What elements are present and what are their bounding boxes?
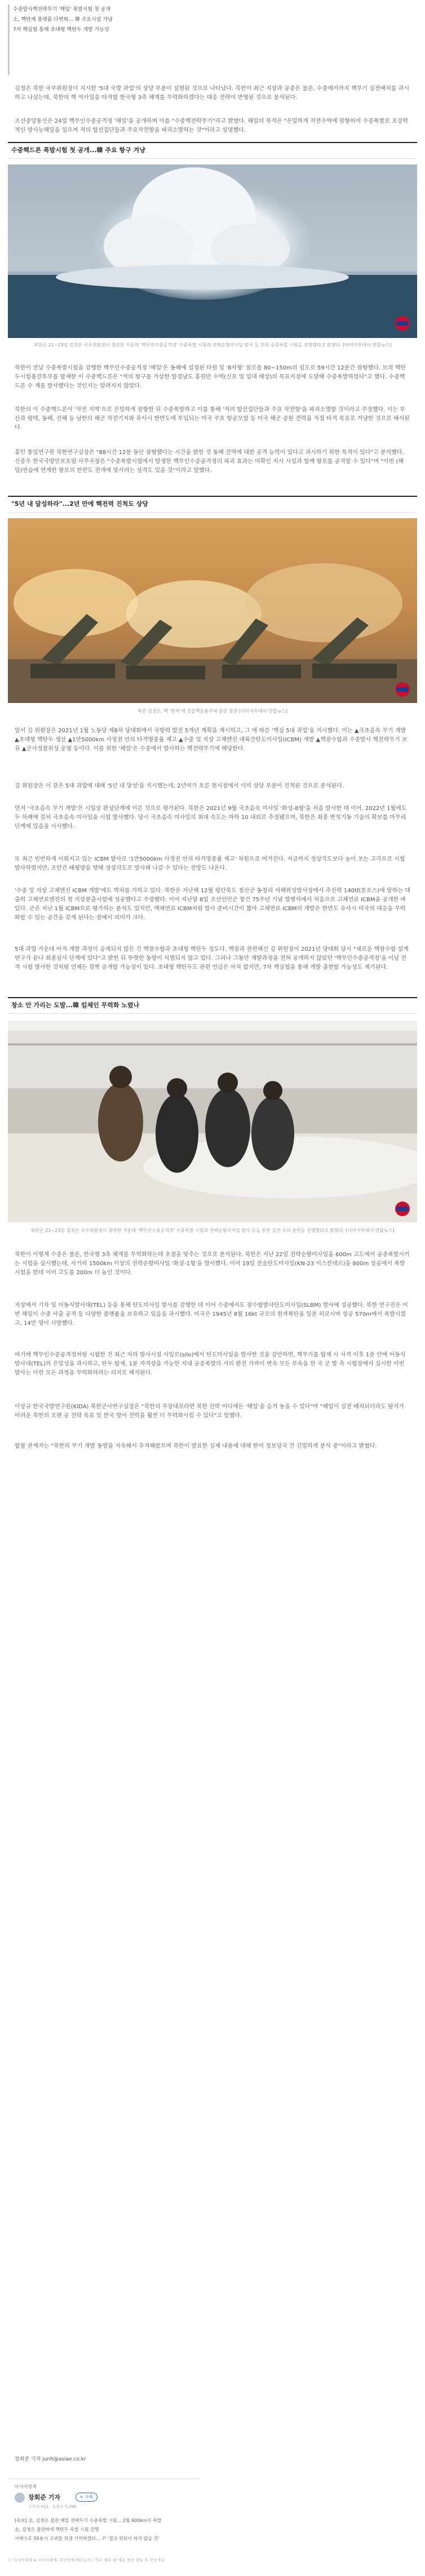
article-paragraph: 북한이 이렇게 수중은 물론, 한국형 3축 체계를 무력화하는데 초점을 맞추는 것으로 분석된다. 북한은 지난 22일 전략순항미사일을 600m 고도에서 공중폭발시키는 시험을 실시했는데, 사거리 1500km 이상의 전략순항미사일 '화살-1형'을 발사했다. 이어 19일 전술탄도미사일(KN-23 이스칸데르)을 800m 상공에서 폭발시험을 한데 이어 고도를 200m 더 높인 것이다. — [15, 1252, 410, 1276]
article-photo-explosion — [8, 164, 417, 338]
missile-launch-image — [8, 518, 417, 703]
article-paragraph: 또 최근 빈번하게 이뤄지고 있는 ICBM 발사로 '1만5000km 사정권 안의 타격명중률 제고' 차원으로 여겨진다. 지금까지 정상각도보다 높이 쏘는 고각으로 시험 발사하였지만, 조만간 태평양을 향해 정상각도로 발사해 나갈 수 있다는 전망도 나온다. — [15, 856, 405, 871]
reporter-article-link[interactable]: 서해수호 55용사 고귀한 희생 기억하겠다... 尹 '결코 헛되이 하지 않을 것' — [15, 2536, 160, 2541]
article-paragraph: 여기에 핵무인수중공격정처럼 시험한 건 최근 지하 발사시설 사일로(silo)에서 탄도미사일을 발사한 것을 감안하면, 핵무기를 탑재 시 사격 이후 1분 안에 이동식 발사대(TEL)의 은밀성을 과시하고, 탄두 탑재, 1분 자격상을 가능한 지대 공중폭발의 거의 완전 가까이 연속 모든 부속을 한 국 군 발 측 시험장에서 실시한 이번 발사는 이런 모든 과정을 무력화하려는 의지로 해석된다. — [15, 1352, 406, 1376]
weapon-inspection-image — [8, 1021, 417, 1222]
reporter-avatar — [15, 2493, 25, 2503]
article-paragraph: 먼저 '극초음속 무기 개발'은 시일상 완성단계에 이른 것으로 평가된다. 북한은 2021년 9월 극초음속 미사일 '화성-8형'을 처음 발사한 데 이어, 2022년 1월에도 두 차례에 걸쳐 극초음속 미사일을 시험 발사했다. 당시 극초음속 미사일의 최대 속도는 마하 10 내외로 추정됐으며, 북한은 최종 변칙기동 기술의 확보를 마무리 단계에 있음을 시사했다. — [15, 806, 407, 830]
article-paragraph: 김 위원장은 이 같은 5대 과업에 대해 '5년 내 달성'을 지시했는데, 2년여가 흐른 현시점에서 이미 상당 부분이 진척된 것으로 분석된다. — [15, 783, 344, 789]
photo-caption: 북한은 21~23일 김정은 국무위원장이 참관한 가운데 '핵무인수중공격정' 수중폭발 시험과 전략순항미사일 발사 등을 통한 실전 모의 훈련을 진행했다고 밝혔다. [이미지투데이·연합뉴스] — [30, 1228, 395, 1233]
reporter-outlet: 아시아경제 — [15, 2484, 37, 2489]
article-paragraph: 5대 과업 가운데 아직 개발 과정이 공개되지 않은 건 핵잠수함과 초대형 핵탄두 정도다. 핵잠과 관련해선 김 위원장이 2021년 당대회 당시 "새로운 핵잠수함 설계연구가 끝나 최종심사 단계에 있다"고 밝힌 뒤 뚜렷한 동향이 식별되지 않고 있다. 그러나 그동안 개발과정을 전혀 공개하지 않았던 '핵무인수중공격정'을 이날 전격 시험 발사한 것처럼 언제든 깜짝 공개할 가능성이 있다. 초대형 핵탄두도 관련 언급은 아직 없지만, 7차 핵실험을 통해 개발 출현할 가능성도 제기된다. — [15, 946, 409, 971]
reporter-article-link[interactable]: [속보] 北, 김정은 참관 해일 전략무기 수중폭발 시험... 2월 600km서 폭발 — [15, 2518, 162, 2523]
copyright-notice: ⓒ 아시아경제 & 아시아경제, 무단전재 배포금지 / 자료 제공 및 대표 정보 검토 후 전송자료 — [8, 2558, 165, 2562]
article-paragraph: 북한의 이 수중핵드론이 '작전 지역'으로 은밀하게 잠항한 뒤 수중폭발하고 이를 통해 '적의 함선집단들과 주요 작전항'을 파괴소멸할 것이라고 주장했다. 이는 부산과 평택, 동해, 진해 등 남한의 해군 작전기지와 유사시 한반도에 투입되는 미국 주요 항공모함 등 미국 해군 증원 전력을 직접 타격 목표로 겨냥한 것으로 해석된다. — [15, 407, 410, 431]
subscribe-button[interactable]: + 구독 — [76, 2493, 98, 2502]
article-byline: 장회준 기자 junh@asiae.co.kr — [15, 2457, 86, 2462]
section-heading: "5년 내 달성하라"...2년 만에 핵전력 진척도 상당 — [8, 496, 417, 513]
photo-caption: 북한은 21~23일 김정은 국무위원장이 참관한 가운데 '핵무인수중공격정' 수중폭발 시험과 전략순항미사일 발사 등 모의 공중폭발 시험을 진행했다고 밝혔다. [이미지투데이·연합뉴스] — [33, 342, 392, 348]
article-photo-inspection — [8, 1021, 417, 1222]
article-paragraph: 앞서 김 위원장은 2021년 1월 노동당 제8차 당대회에서 국방력 발전 5개년 계획을 제시하고, 그 에 따른 '핵심 5대 과업'을 지시했다. 이는 ▲극초음속 무기 개발 ▲초대형 핵탄두 생산 ▲1만5000km 사정권 안의 타격명중률 제고 ▲수중 및 지상 고체엔진 대륙간탄도미사일(ICBM) 개발 ▲핵잠수함과 수중발사 핵전략무기 보유 ▲군사정찰위성 운영 등이다. 이를 위한 '해일'은 수중에서 발사하는 핵전략무기에 해당한다. — [15, 728, 408, 752]
summary-line: 수중발사핵전략무기 '해일' 폭발시험 첫 공개 — [13, 7, 110, 12]
reporter-article-link[interactable]: 北, 김정은 참관하에 핵탄두 폭발 시험 진행 — [15, 2527, 99, 2532]
article-paragraph: 지상에서 기차 및 이동식발사대(TEL) 등을 통해 탄도미사일 발사를 감행한 데 이어 수중에서도 잠수함발사탄도미사일(SLBM) 발사에 성공했다. 북한 연구진은 이번 해일이 수중 사출 공격 등 다양한 플랫폼을 보유하고 있음을 과시했다. 미국은 1945년 8월 16kt 규모의 원자폭탄을 일본 히로시마 상공 570m에서 폭발시켰고, 14만 명이 사망했다. — [15, 1302, 408, 1327]
summary-line: 소, 핵탄재 플랫폼 다변화... 韓 주요시설 겨냥 — [13, 17, 113, 23]
article-paragraph: 북한이 전날 수중폭발시험을 감행한 핵무인수중공격정 '해일'은 동해에 설정된 타원 및 '8자형' 침로를 80~150m의 심도로 59시간 12분간 잠항했다. 모의 핵탄두시험용전투부를 탑재한 이 수중핵드론은 "적의 항구를 가상한 함경남도 홍원만 수역(신포 및 일대 해상)의 목표지점에 도달해 수중폭발하였다"고 했다. 수중핵드론 수 개를 발사했다는 것인지는 알려지지 않았다. — [15, 365, 406, 389]
article-paragraph: '수중 및 지상 고체엔진 ICBM 개발'에도 박차를 가하고 있다. 북한은 지난해 12월 평안북도 철산군 동창리 서해위성발사장에서 추진력 140tf(톤포스)에 달하는 대출력 고체연료엔진의 첫 지상분출시험에 성공했다고 주장했다. 이어 지난달 8일 조선인민군 창건 75주년 기념 열병식에서 처음으로 고체연료 ICBM을 공개한 바 있다. 군은 지난 1월 ICBM으로 평가하는 분석도 있지만, 액체연료 ICBM처럼 발사 준비시간이 짧아 고체연료 ICBM의 개발은 한반도 유사시 미국의 대응을 무력화할 수 있는 공간을 갖게 된다는 점에서 의미가 크다. — [15, 888, 410, 921]
article-paragraph: 김정은 북한 국무위원장이 지시한 '5대 국방 과업'의 상당 부분이 실현된 것으로 나타났다. 북한이 최근 지상과 공중은 물론, 수중에서까지 핵무기 실전배치를 과시하고 나섰는데, 북한의 핵 억사일을 타격할 한국형 3축 체계를 무력화하겠다는 대응 전략이 반영된 것으로 분석된다. — [15, 86, 410, 101]
reporter-name[interactable]: 장회준 기자 — [28, 2494, 60, 2501]
reporter-article-list — [15, 2516, 161, 2543]
article-paragraph: 합참 관계자는 "북한의 무기 개발 동향을 지속해서 추적해왔으며 북한이 발표한 실제 내용에 대해 한미 정보당국 간 긴밀하게 분석 중"이라고 밝혔다. — [15, 1443, 377, 1449]
sea-explosion-image — [8, 164, 417, 338]
article-paragraph: 조선중앙통신은 24일 핵무인수중공격정 '해일'을 공개하며 이를 "수중핵전략무기"라고 밝혔다. 해일의 목적은 "은밀하게 작전수역에 잠항하여 수중폭발로 초강력적인 방사능해일을 일으켜 적의 함선집단들과 주요작전항을 파괴소멸하는 것"이라고 설명했다. — [15, 118, 408, 134]
article-paragraph: 이상규 한국국방연구원(KIDA) 북한군사연구실장은 "북한의 주장대로라면 북한 선박 어디에든 '해일'을 숨겨 놓을 수 있다"며 "해일이 실전 배치되더라도 탐지가 어려운 북한의 오랜 공 전략 목표 및 한국 방어 전력을 훨씬 더 무력화시킬 수 있다"고 말했다. — [15, 1404, 405, 1419]
reporter-card — [8, 2479, 200, 2552]
reporter-stats: 구독자 413 · 응원수 5,398 — [28, 2504, 77, 2509]
section-heading: 창소 안 가리는 도발...韓 킬체인 무력화 노렸나 — [8, 997, 417, 1014]
section-heading: 수중핵드론 폭발시험 첫 공개...韓 주요 항구 겨냥 — [8, 142, 417, 159]
article-paragraph: 홍민 통일연구원 북한연구실장은 "88시간 12분 동안 잠항했다는 시간을 밝힌 것 동해 전역에 대한 공격 능력이 있다고 과시하기 위한 목적이 있다"고 분석했다. 신종우 한국국방안보포럼 사무국장은 "수중폭발시험에서 발생한 핵무인수중공격정의 파괴 효과는 미확인 지시 시설과 함께 항포를 공격할 수 있다"며 "이번 (해일)연습에 연계한 항모의 한반도 전개에 맞서려는 성격도 있을 것"이라고 말했다. — [15, 450, 404, 474]
photo-caption: 북한 김정은, 핵 ‘반격’에 전술핵운용부대 훈련 참관 [이미지투데이·연합뉴스] — [137, 709, 288, 714]
article-summary — [8, 5, 149, 75]
article-photo-launchers — [8, 518, 417, 703]
summary-line: 7차 핵실험 통해 초대형 핵탄두 개발 가능성 — [13, 27, 109, 33]
